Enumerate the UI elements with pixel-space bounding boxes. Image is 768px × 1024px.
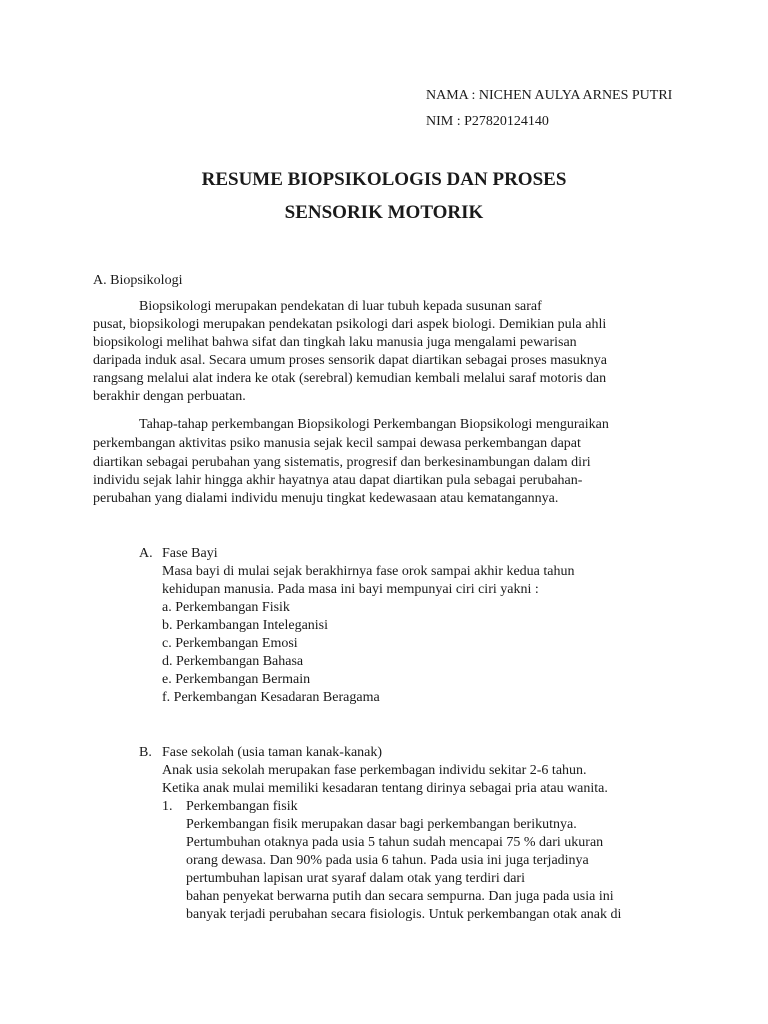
paragraph-line: pusat, biopsikologi merupakan pendekatan psikologi dari aspek biologi. Demikian pula ahli xyxy=(93,317,607,332)
list-line: kehidupan manusia. Pada masa ini bayi mempunyai ciri ciri yakni : xyxy=(162,582,539,597)
document-title-line-1: RESUME BIOPSIKOLOGIS DAN PROSES xyxy=(201,169,567,190)
sub-list-heading: Perkembangan fisik xyxy=(186,799,298,814)
paragraph-line: perubahan yang dialami individu menuju tingkat kedewasaan atau kematangannya. xyxy=(93,491,559,506)
sub-list-line: banyak terjadi perubahan secara fisiologis. Untuk perkembangan otak anak di xyxy=(186,907,622,922)
list-line: d. Perkembangan Bahasa xyxy=(162,654,304,669)
student-name: NAMA : NICHEN AULYA ARNES PUTRI xyxy=(426,88,673,103)
list-line: c. Perkembangan Emosi xyxy=(162,636,298,651)
paragraph-line: berakhir dengan perbuatan. xyxy=(93,389,246,404)
sub-list-line: orang dewasa. Dan 90% pada usia 6 tahun. Pada usia ini juga terjadinya xyxy=(186,853,589,868)
paragraph-line: rangsang melalui alat indera ke otak (serebral) kemudian kembali melalui saraf motoris dan xyxy=(93,371,607,386)
list-line: Ketika anak mulai memiliki kesadaran tentang dirinya sebagai pria atau wanita. xyxy=(162,781,608,796)
paragraph-line: Tahap-tahap perkembangan Biopsikologi Perkembangan Biopsikologi menguraikan xyxy=(139,417,609,432)
section-heading-biopsikologi: A. Biopsikologi xyxy=(93,273,183,288)
sub-list-marker: 1. xyxy=(162,799,173,814)
paragraph-line: individu sejak lahir hingga akhir hayatnya atau dapat diartikan pula sebagai perubahan- xyxy=(93,473,583,488)
list-marker: B. xyxy=(139,745,152,760)
student-nim: NIM : P27820124140 xyxy=(426,114,549,129)
sub-list-line: Pertumbuhan otaknya pada usia 5 tahun sudah mencapai 75 % dari ukuran xyxy=(186,835,604,850)
list-line: f. Perkembangan Kesadaran Beragama xyxy=(162,690,380,705)
list-line: Masa bayi di mulai sejak berakhirnya fase orok sampai akhir kedua tahun xyxy=(162,564,575,579)
list-line: e. Perkembangan Bermain xyxy=(162,672,311,687)
paragraph-line: diartikan sebagai perubahan yang sistematis, progresif dan berkesinambungan dalam diri xyxy=(93,455,591,470)
sub-list-line: Perkembangan fisik merupakan dasar bagi perkembangan berikutnya. xyxy=(186,817,577,832)
list-heading: Fase Bayi xyxy=(162,546,218,561)
paragraph-line: biopsikologi melihat bahwa sifat dan tingkah laku manusia juga mengalami pewarisan xyxy=(93,335,577,350)
list-line: b. Perkambangan Inteleganisi xyxy=(162,618,329,633)
list-heading: Fase sekolah (usia taman kanak-kanak) xyxy=(162,745,383,760)
sub-list-line: bahan penyekat berwarna putih dan secara sempurna. Dan juga pada usia ini xyxy=(186,889,614,904)
paragraph-line: daripada induk asal. Secara umum proses sensorik dapat diartikan sebagai proses masuknya xyxy=(93,353,607,368)
paragraph-line: perkembangan aktivitas psiko manusia sejak kecil sampai dewasa perkembangan dapat xyxy=(93,436,581,451)
paragraph-line: Biopsikologi merupakan pendekatan di luar tubuh kepada susunan saraf xyxy=(139,299,542,314)
document-title-line-2: SENSORIK MOTORIK xyxy=(284,202,484,223)
list-marker: A. xyxy=(139,546,153,561)
list-line: a. Perkembangan Fisik xyxy=(162,600,290,615)
list-line: Anak usia sekolah merupakan fase perkembagan individu sekitar 2-6 tahun. xyxy=(162,763,587,778)
sub-list-line: pertumbuhan lapisan urat syaraf dalam otak yang terdiri dari xyxy=(186,871,525,886)
